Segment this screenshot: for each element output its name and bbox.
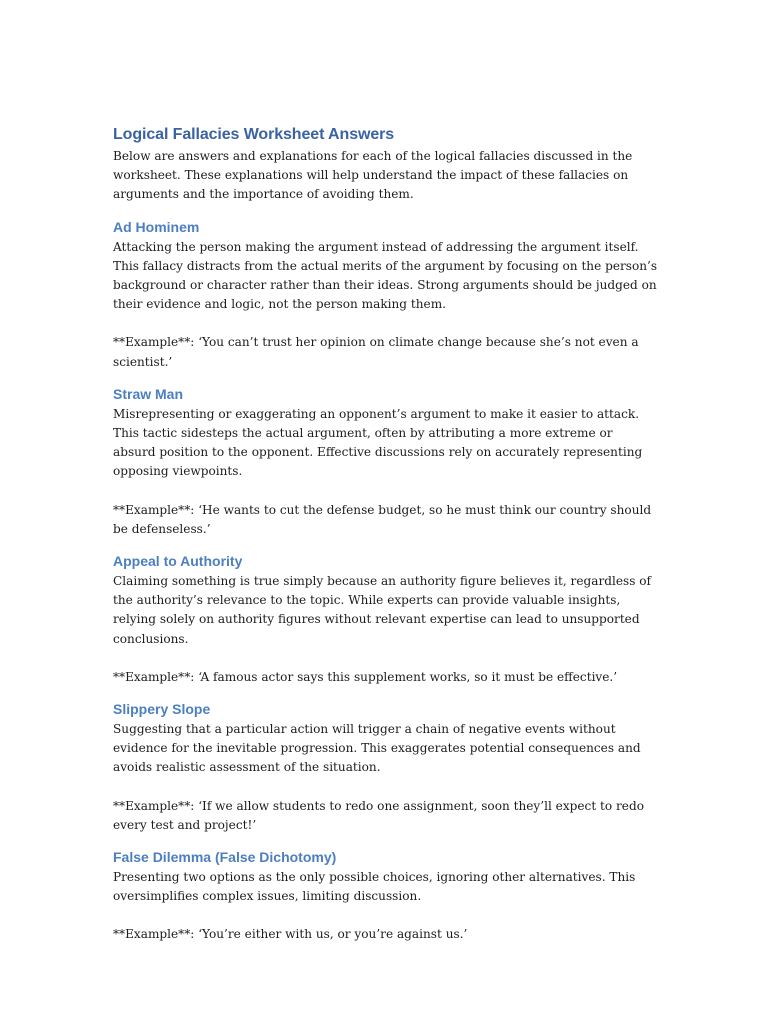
section-heading: False Dilemma (False Dichotomy)	[113, 849, 337, 866]
intro-paragraph: Below are answers and explanations for each of the logical fallacies discussed in the worksheet. These explanations will help understand the impact of these fallacies on arguments and the importance of avoiding them.	[113, 149, 633, 202]
section-example: **Example**: ‘You’re either with us, or you’re against us.’	[113, 927, 468, 942]
section-example: **Example**: ‘A famous actor says this supplement works, so it must be effective.’	[113, 669, 618, 684]
section-description: Claiming something is true simply because an authority figure believes it, regardless of the authority’s relevance to the topic. While experts can provide valuable insights, relying solely on authority figures without relevant expertise can lead to unsupported conclusions.	[113, 574, 652, 646]
section-appeal-to-authority	[113, 552, 658, 687]
section-heading: Slippery Slope	[113, 701, 211, 718]
section-heading: Ad Hominem	[113, 218, 200, 235]
section-example: **Example**: ‘You can’t trust her opinion on climate change because she’s not even a scientist.’	[113, 335, 639, 369]
section-example: **Example**: ‘He wants to cut the defense budget, so he must think our country should be defenseless.’	[113, 502, 652, 536]
section-description: Misrepresenting or exaggerating an opponent’s argument to make it easier to attack. This tactic sidesteps the actual argument, often by attributing a more extreme or absurd position to the opponent. Effective discussions rely on accurately representing opposing viewpoints.	[113, 406, 643, 479]
section-example: **Example**: ‘If we allow students to redo one assignment, soon they’ll expect to redo every test and project!’	[113, 798, 644, 832]
section-heading: Straw Man	[113, 385, 184, 402]
section-description: Presenting two options as the only possible choices, ignoring other alternatives. This oversimplifies complex issues, limiting discussion.	[113, 870, 636, 904]
section-description: Suggesting that a particular action will trigger a chain of negative events without evidence for the inevitable progression. This exaggerates potential consequences and avoids realistic assessment of the situation.	[113, 722, 641, 775]
section-heading: Appeal to Authority	[113, 553, 243, 570]
section-slippery-slope	[113, 700, 658, 835]
section-description: Attacking the person making the argument instead of addressing the argument itself. This fallacy distracts from the actual merits of the argument by focusing on the person’s background or character rather than their ideas. Strong arguments should be judged on their evidence and logic, not the person making them.	[113, 239, 658, 312]
section-false-dilemma	[113, 848, 658, 945]
section-ad-hominem	[113, 218, 658, 372]
section-straw-man	[113, 385, 658, 539]
document-body	[113, 124, 658, 945]
document-title: Logical Fallacies Worksheet Answers	[113, 126, 395, 143]
